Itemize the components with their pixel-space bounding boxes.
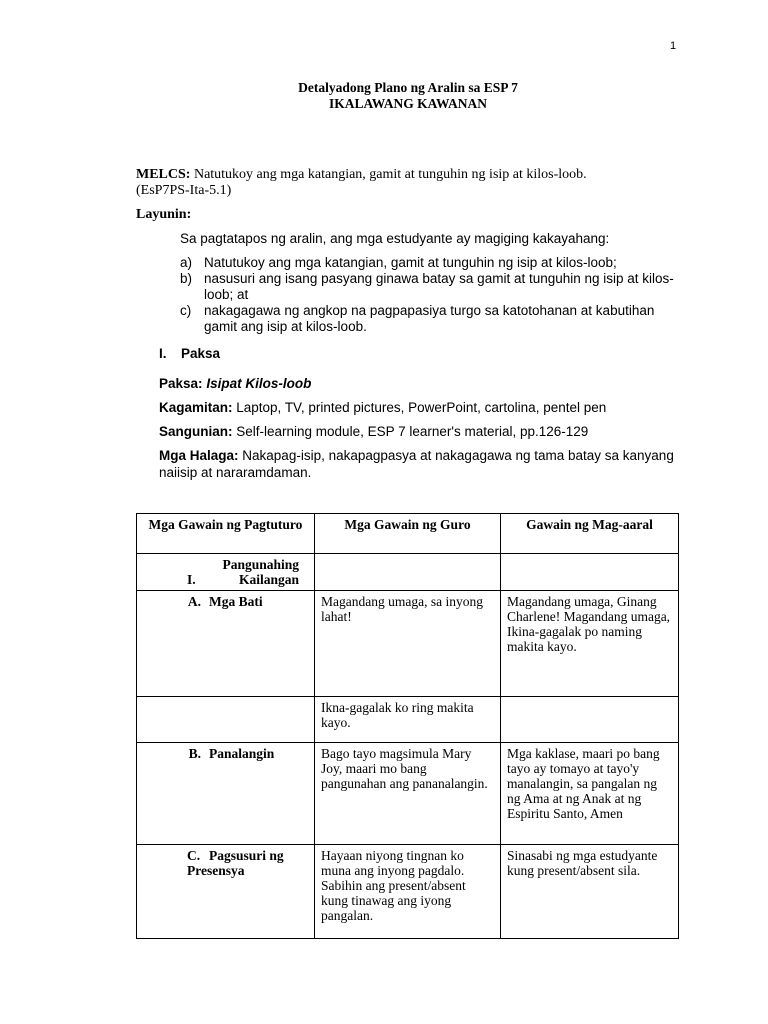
row-heading [137, 554, 315, 591]
layunin-intro: Sa pagtatapos ng aralin, ang mga estudyante ay magiging kakayahang: [180, 231, 610, 246]
row-heading-text: Pagsusuri ng Presensya [187, 848, 284, 878]
layunin-label [136, 207, 191, 223]
sangunian-label: Sangunian: [159, 424, 233, 439]
melcs-label: MELCS: [136, 167, 191, 182]
objective-text: nasusuri ang isang pasyang ginawa batay sa gamit at tunguhin ng isip at kilos-loob; at [204, 271, 674, 302]
row-heading [137, 743, 315, 845]
mag-aaral-cell [501, 554, 679, 591]
melcs-block [136, 167, 696, 199]
mag-aaral-cell: Sinasabi ng mga estudyante kung present/absent sila. [501, 845, 679, 939]
halaga-label: Mga Halaga: [159, 448, 239, 463]
table-row [137, 845, 679, 939]
guro-cell: Magandang umaga, sa inyong lahat! [315, 591, 501, 697]
column-header-pagtuturo: Mga Gawain ng Pagtuturo [137, 514, 315, 554]
layunin-label-text: Layunin: [136, 207, 192, 222]
row-heading-text: Mga Bati [209, 594, 263, 609]
lesson-plan-table [136, 513, 679, 939]
objective-text: nakagagawa ng angkop na pagpapasiya turgo sa katotohanan at kabutihan gamit ang isip at kilos-loob. [204, 303, 655, 334]
mag-aaral-cell: Magandang umaga, Ginang Charlene! Magandang umaga, Ikina-gagalak po naming makita kayo. [501, 591, 679, 697]
row-heading [137, 697, 315, 743]
paksa-label: Paksa: [159, 376, 203, 391]
guro-cell: Bago tayo magsimula Mary Joy, maari mo bang pangunahan ang pananalangin. [315, 743, 501, 845]
sangunian-value: Self-learning module, ESP 7 learner's material, pp.126-129 [232, 424, 589, 439]
section-heading-paksa [159, 346, 220, 361]
objective-text: Natutukoy ang mga katangian, gamit at tunguhin ng isip at kilos-loob; [204, 255, 617, 270]
guro-cell [315, 554, 501, 591]
kagamitan-label: Kagamitan: [159, 400, 233, 415]
table-row [137, 591, 679, 697]
mag-aaral-cell [501, 697, 679, 743]
row-heading [137, 591, 315, 697]
table-header-row [137, 514, 679, 554]
paksa-value: Isipat Kilos-loob [206, 376, 312, 391]
page-number: 1 [670, 40, 677, 52]
row-heading [137, 845, 315, 939]
column-header-guro: Mga Gawain ng Guro [315, 514, 501, 554]
section-number: I. [159, 346, 167, 361]
objective-letter: c) [180, 303, 192, 318]
title-line-1: Detalyadong Plano ng Aralin sa ESP 7 [298, 80, 518, 95]
objectives-list [180, 255, 680, 335]
row-heading-text: Pangunahing Kailangan [222, 557, 299, 587]
halaga-value: Nakapag-isip, nakapagpasya at nakagagawa ng tama batay sa kanyang naiisip at nararamdaman. [159, 448, 674, 480]
title-line-2: IKALAWANG KAWANAN [329, 96, 487, 111]
guro-cell: Hayaan niyong tingnan ko muna ang inyong pagdalo. Sabihin ang present/absent kung tinawag ang iyong pangalan. [315, 845, 501, 939]
guro-cell: Ikna-gagalak ko ring makita kayo. [315, 697, 501, 743]
paksa-line [159, 376, 311, 392]
row-letter: I. [187, 572, 196, 587]
kagamitan-value: Laptop, TV, printed pictures, PowerPoint, cartolina, pentel pen [232, 400, 607, 415]
objective-letter: a) [180, 255, 193, 270]
objective-letter: b) [180, 271, 193, 286]
table-row [137, 554, 679, 591]
row-heading-text: Panalangin [209, 746, 275, 761]
objective-item [180, 271, 680, 303]
column-header-mag-aaral: Gawain ng Mag-aaral [501, 514, 679, 554]
table-row [137, 697, 679, 743]
objective-item [180, 303, 680, 335]
kagamitan-line [159, 400, 679, 416]
table-row [137, 743, 679, 845]
document-title [0, 80, 768, 112]
section-label: Paksa [181, 346, 221, 361]
halaga-line [159, 447, 684, 481]
row-letter: A. [187, 594, 201, 609]
melcs-text: Natutukoy ang mga katangian, gamit at tunguhin ng isip at kilos-loob. [190, 167, 587, 182]
mag-aaral-cell: Mga kaklase, maari po bang tayo ay tomayo at tayo'y manalangin, sa pangalan ng ng Ama at ng Anak at ng Espiritu Santo, Amen [501, 743, 679, 845]
objective-item [180, 255, 680, 271]
sangunian-line [159, 424, 679, 440]
row-letter: C. [187, 848, 201, 863]
row-letter: B. [188, 746, 201, 761]
melcs-code: (EsP7PS-Ita-5.1) [136, 183, 232, 198]
